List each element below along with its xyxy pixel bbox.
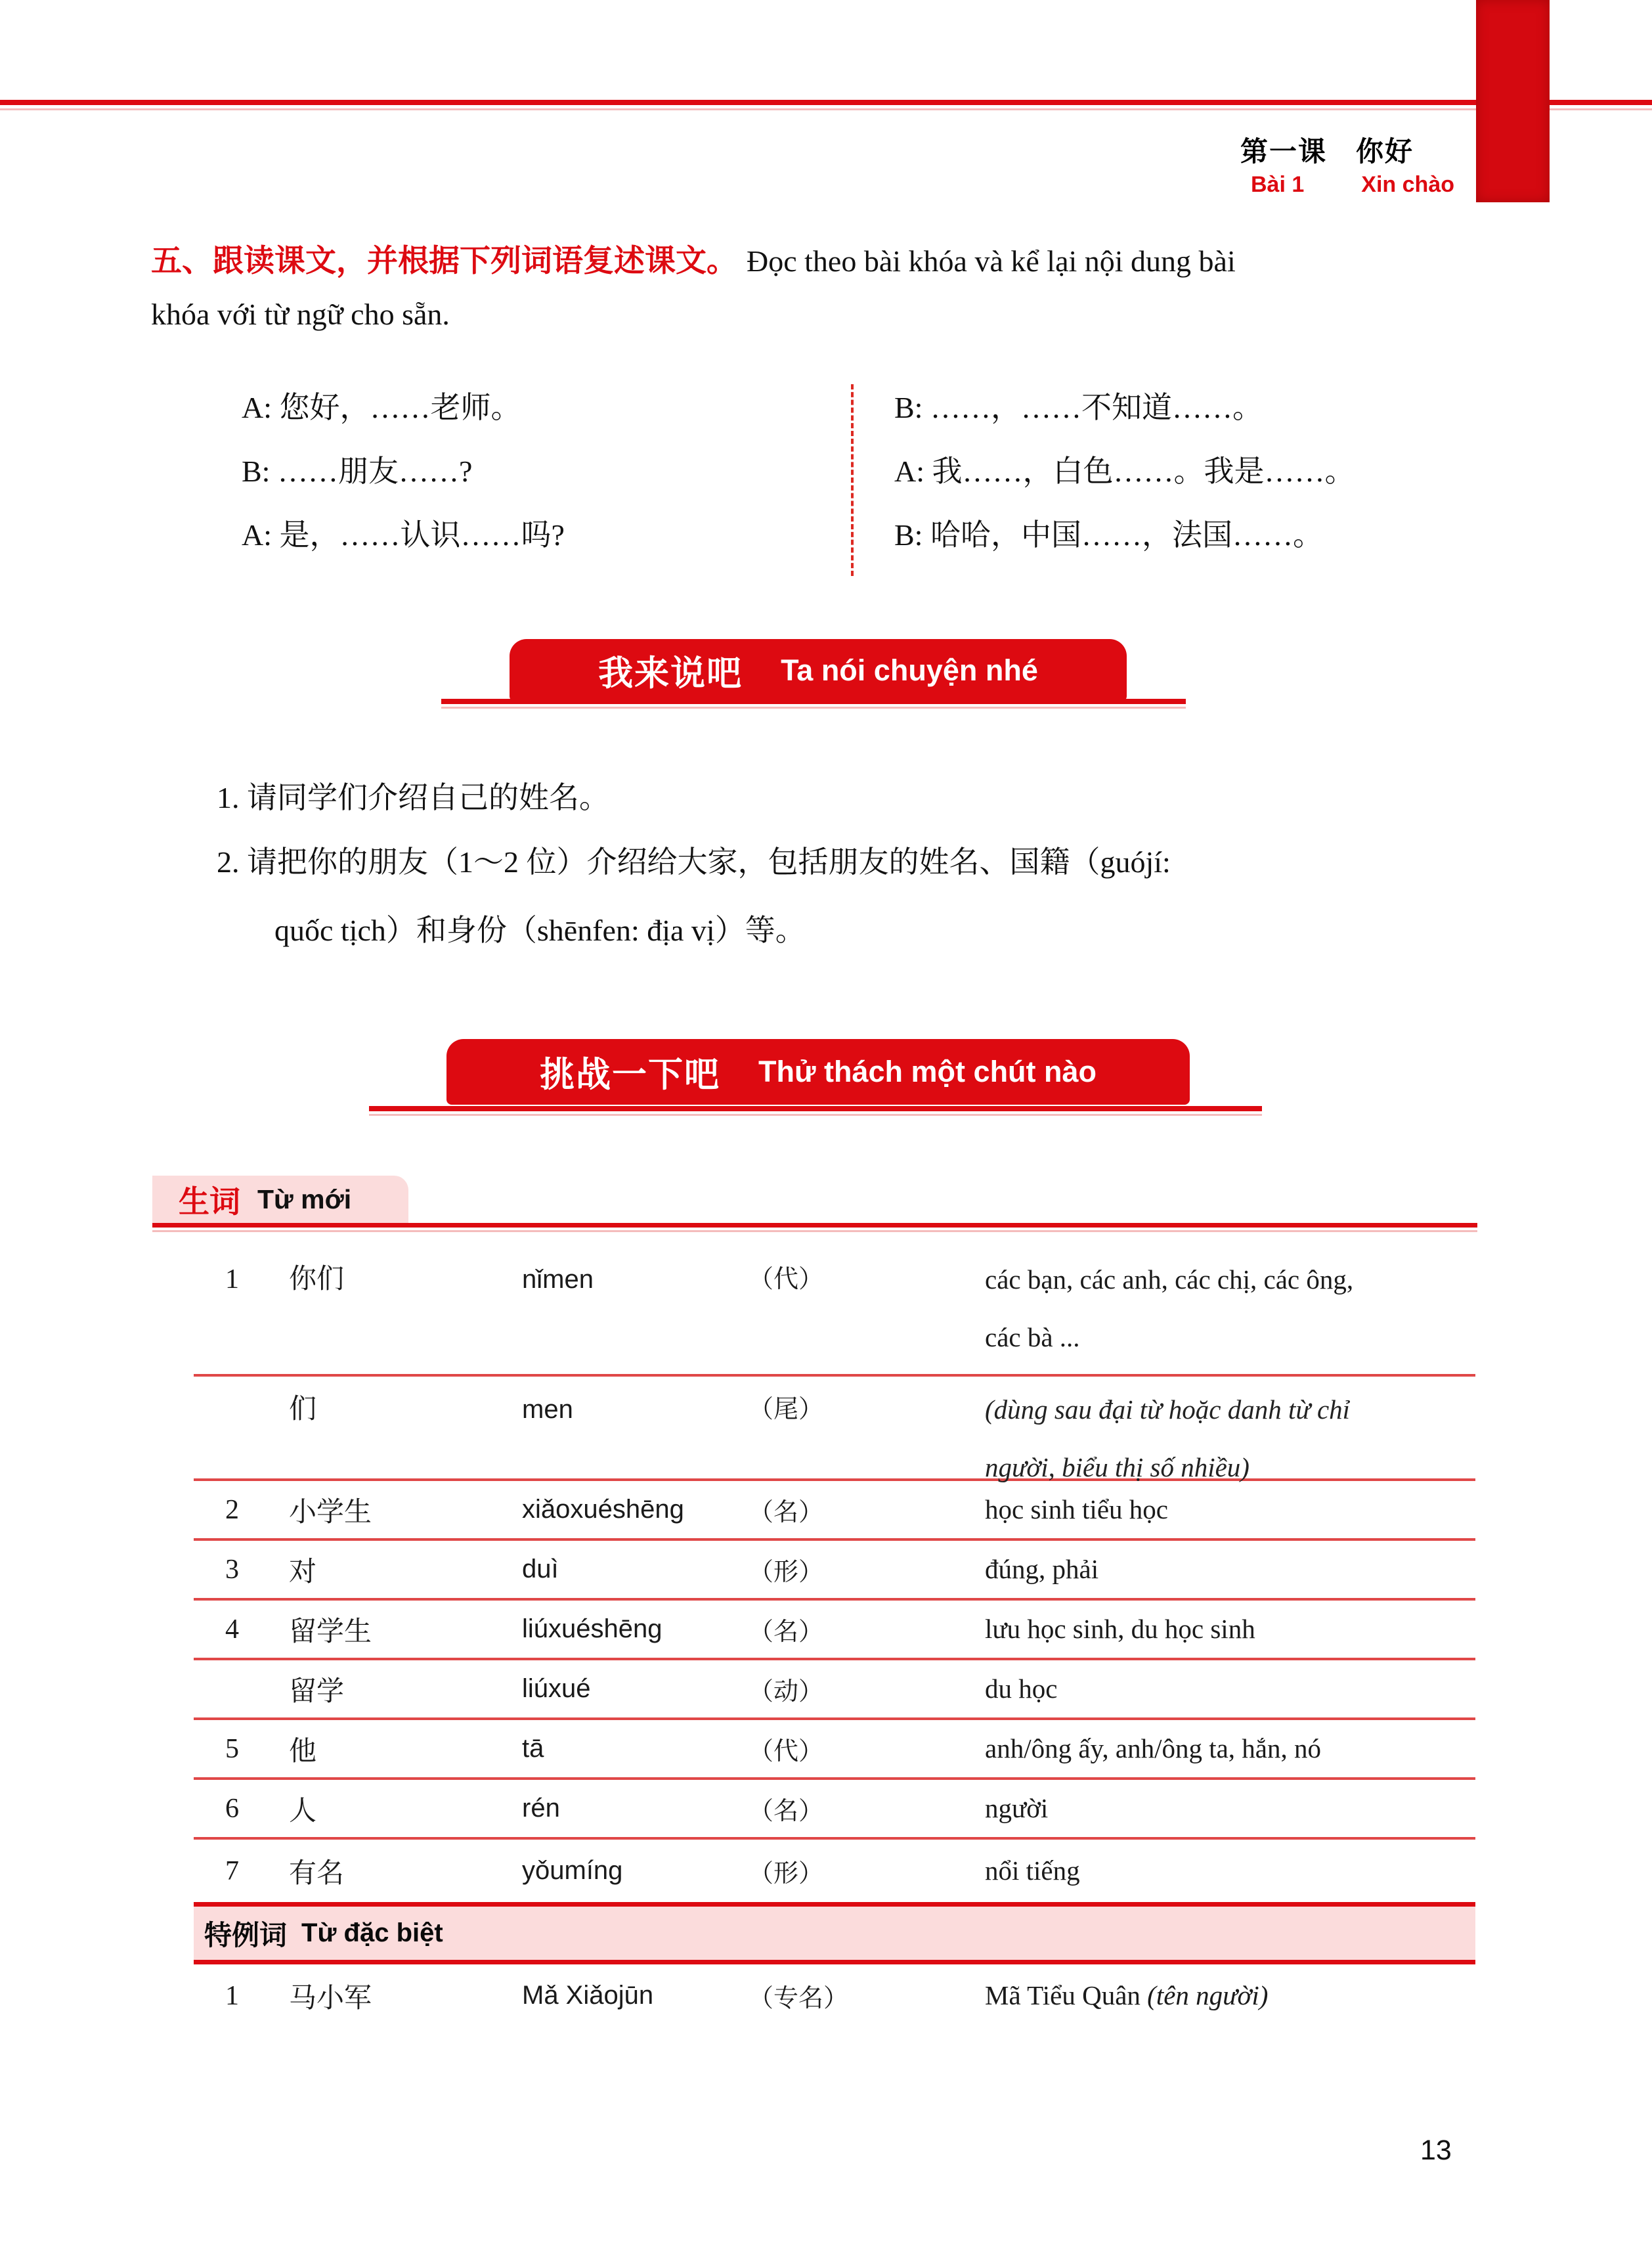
cell-number: 2 xyxy=(225,1494,239,1525)
vocab-row xyxy=(194,1377,1475,1481)
exercise5-heading-cn: 五、跟读课文，并根据下列词语复述课文。 xyxy=(151,243,737,278)
cell-word: 留学生 xyxy=(289,1616,372,1647)
dialog-line: A: 我……，白色……。我是……。 xyxy=(894,454,1355,488)
cell-pinyin: Mǎ Xiǎojūn xyxy=(522,1981,654,2010)
cell-meaning xyxy=(985,1981,1471,2010)
special-words-band xyxy=(194,1902,1475,1964)
cell-pos: （形） xyxy=(749,1860,824,1888)
dialog-line: A: 您好，……老师。 xyxy=(242,391,521,424)
task-item-2-line2: quốc tịch）和身份（shēnfen: địa vị）等。 xyxy=(274,914,806,947)
dialog-line: B: ……，……不知道……。 xyxy=(894,391,1263,424)
speak-banner-cn: 我来说吧 xyxy=(598,653,743,693)
cell-word: 你们 xyxy=(289,1264,345,1295)
cell-pos: （名） xyxy=(749,1618,824,1646)
meaning-line: đúng, phải xyxy=(985,1553,1099,1584)
challenge-banner xyxy=(446,1039,1190,1105)
cell-pos: （名） xyxy=(749,1798,824,1825)
vocab-row xyxy=(194,1840,1475,1902)
cell-word: 人 xyxy=(289,1796,317,1826)
cell-pinyin: duì xyxy=(522,1555,559,1583)
challenge-banner-rule-shadow xyxy=(369,1114,1262,1116)
dialog-column-right xyxy=(894,376,1355,567)
meaning-line: anh/ông ấy, anh/ông ta, hắn, nó xyxy=(985,1733,1321,1763)
cell-meaning xyxy=(985,1381,1471,1496)
cell-word: 有名 xyxy=(289,1858,345,1889)
cell-number: 4 xyxy=(225,1614,239,1645)
cell-word: 对 xyxy=(289,1557,317,1587)
task-item-2-line1: 2. 请把你的朋友（1～2 位）介绍给大家，包括朋友的姓名、国籍（guójí: xyxy=(217,845,1171,879)
cell-pinyin: xiǎoxuéshēng xyxy=(522,1495,684,1524)
vocab-section-header xyxy=(152,1176,408,1224)
exercise5-heading xyxy=(151,236,1517,280)
lesson-name-vi: Xin chào xyxy=(1361,172,1454,197)
vocab-row xyxy=(194,1481,1475,1541)
speak-banner-vi: Ta nói chuyện nhé xyxy=(781,653,1038,687)
cell-word: 们 xyxy=(289,1394,317,1425)
cell-number: 3 xyxy=(225,1554,239,1585)
lesson-title-vi xyxy=(1251,172,1454,198)
lesson-title-cn: 第一课 你好 xyxy=(1240,136,1414,167)
cell-meaning xyxy=(985,1856,1471,1886)
cell-meaning xyxy=(985,1674,1471,1704)
meaning-line: các bà ... xyxy=(985,1322,1080,1352)
dialog-line: A: 是，……认识……吗? xyxy=(242,518,565,552)
cell-pinyin: yǒumíng xyxy=(522,1856,623,1885)
cell-pos: （专名） xyxy=(749,1985,849,2012)
cell-pos: （代） xyxy=(749,1738,824,1765)
meaning-note: (tên người) xyxy=(1147,1980,1269,2010)
page-number: 13 xyxy=(1420,2135,1452,2166)
dialog-divider-dashed xyxy=(851,384,854,576)
meaning-line: các bạn, các anh, các chị, các ông, xyxy=(985,1264,1354,1295)
vocab-header-cn: 生词 xyxy=(179,1184,240,1219)
cell-pinyin: tā xyxy=(522,1734,544,1763)
cell-meaning xyxy=(985,1734,1471,1763)
vocab-header-vi: Từ mới xyxy=(257,1184,352,1214)
vocab-row xyxy=(194,1780,1475,1840)
corner-red-tab xyxy=(1476,0,1550,202)
cell-meaning xyxy=(985,1555,1471,1584)
cell-number: 6 xyxy=(225,1793,239,1824)
speak-banner-rule xyxy=(441,699,1186,704)
cell-number: 5 xyxy=(225,1733,239,1764)
cell-word: 马小军 xyxy=(289,1983,372,2014)
meaning-text: Mã Tiểu Quân xyxy=(985,1980,1148,2010)
cell-pinyin: liúxué xyxy=(522,1674,591,1703)
header-rule-shadow xyxy=(0,108,1652,110)
dialog-line: B: ……朋友……? xyxy=(242,454,473,488)
vocab-row xyxy=(194,1720,1475,1780)
cell-number: 1 xyxy=(225,1264,239,1295)
challenge-banner-vi: Thử thách một chút nào xyxy=(758,1055,1097,1088)
cell-meaning xyxy=(985,1251,1471,1366)
cell-pinyin: men xyxy=(522,1395,573,1424)
meaning-line: người xyxy=(985,1792,1049,1823)
challenge-banner-rule xyxy=(369,1106,1262,1111)
cell-pos: （代） xyxy=(749,1266,824,1293)
meaning-line: du học xyxy=(985,1673,1058,1704)
vocab-header-rule-shadow xyxy=(152,1230,1477,1232)
cell-pos: （动） xyxy=(749,1678,824,1706)
cell-pinyin: nǐmen xyxy=(522,1265,594,1294)
vocab-table xyxy=(194,1233,1475,2027)
meaning-line: nổi tiếng xyxy=(985,1855,1080,1886)
cell-pinyin: liúxuéshēng xyxy=(522,1614,663,1643)
cell-word: 留学 xyxy=(289,1676,345,1707)
dialog-line: B: 哈哈，中国……，法国……。 xyxy=(894,518,1323,552)
cell-pos: （尾） xyxy=(749,1396,824,1423)
vocab-special-row xyxy=(194,1964,1475,2027)
cell-word: 小学生 xyxy=(289,1497,372,1528)
vocab-row xyxy=(194,1601,1475,1660)
vocab-row xyxy=(194,1541,1475,1601)
meaning-line: lưu học sinh, du học sinh xyxy=(985,1613,1255,1644)
meaning-line: học sinh tiểu học xyxy=(985,1494,1168,1524)
task-item-1: 1. 请同学们介绍自己的姓名。 xyxy=(217,781,609,814)
cell-pinyin: rén xyxy=(522,1794,560,1823)
vocab-row xyxy=(194,1233,1475,1377)
cell-meaning xyxy=(985,1794,1471,1823)
meaning-line xyxy=(985,1981,1471,2010)
speak-banner xyxy=(510,639,1127,701)
lesson-label-vi: Bài 1 xyxy=(1251,172,1305,197)
vocab-row xyxy=(194,1660,1475,1720)
meaning-line: (dùng sau đại từ hoặc danh từ chỉ xyxy=(985,1394,1351,1425)
cell-pos: （名） xyxy=(749,1499,824,1526)
cell-word: 他 xyxy=(289,1736,317,1767)
exercise5-heading-vi: Đọc theo bài khóa và kể lại nội dung bài xyxy=(747,244,1236,278)
vocab-header-rule xyxy=(152,1223,1477,1228)
speak-banner-rule-shadow xyxy=(441,707,1186,709)
special-words-vi: Từ đặc biệt xyxy=(301,1918,443,1947)
cell-meaning xyxy=(985,1495,1471,1524)
cell-number: 1 xyxy=(225,1980,239,2011)
header-rule xyxy=(0,100,1652,105)
challenge-banner-cn: 挑战一下吧 xyxy=(539,1055,720,1094)
meaning-line: người, biểu thị số nhiều) xyxy=(985,1452,1250,1482)
special-words-cn: 特例词 xyxy=(204,1919,288,1951)
dialog-column-left xyxy=(242,376,565,567)
exercise5-heading-vi-line2: khóa với từ ngữ cho sẵn. xyxy=(151,298,450,331)
cell-pos: （形） xyxy=(749,1559,824,1586)
cell-number: 7 xyxy=(225,1855,239,1886)
cell-meaning xyxy=(985,1614,1471,1644)
